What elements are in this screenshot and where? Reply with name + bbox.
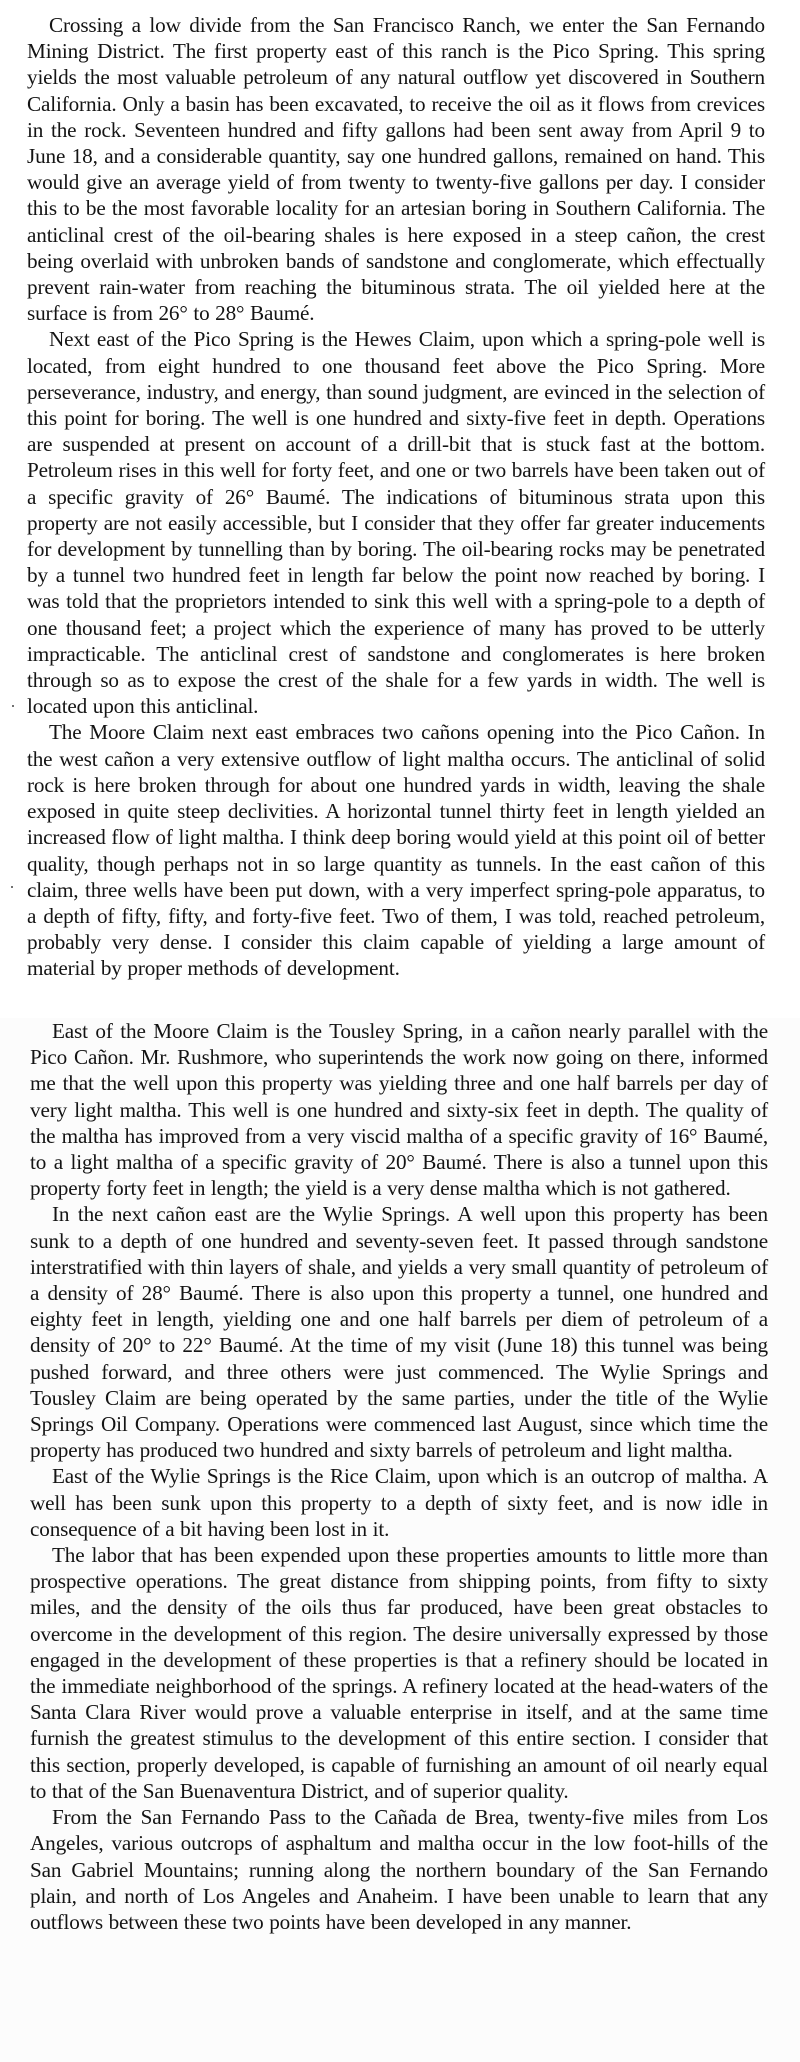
text-column xyxy=(27,12,765,982)
paragraph-tousley-spring: East of the Moore Claim is the Tousley Spring, in a cañon nearly parallel with the Pico Cañon. Mr. Rushmore, who superintends the work now going on there, informed me that the well upon this property was yielding three and one half barrels per day of very light maltha. This well is one hundred and sixty-six feet in depth. The quality of the maltha has improved from a very viscid maltha of a specific gravity of 16° Baumé, to a light maltha of a specific gravity of 20° Baumé. There is also a tunnel upon this property forty feet in length; the yield is a very dense maltha which is not gathered. xyxy=(30,1019,768,1201)
scan-speck xyxy=(12,705,14,707)
scanned-page-top xyxy=(0,12,800,982)
scan-speck xyxy=(11,886,13,888)
paragraph-labor-expended: The labor that has been expended upon these properties amounts to little more than prospective operations. The great distance from shipping points, from fifty to sixty miles, and the density of the oils thus far produced, have been great obstacles to overcome in the development of this region. The desire universally expressed by those engaged in the development of these properties is that a refinery should be located in the immediate neighborhood of the springs. A refinery located at the head-waters of the Santa Clara River would prove a valuable enterprise in itself, and at the same time furnish the greatest stimulus to the development of this entire section. I consider that this section, properly developed, is capable of furnishing an amount of oil nearly equal to that of the San Buenaventura District, and of superior quality. xyxy=(30,1543,768,1803)
paragraph-rice-claim: East of the Wylie Springs is the Rice Claim, upon which is an outcrop of maltha. A well has been sunk upon this property to a depth of sixty feet, and is now idle in consequence of a bit having been lost in it. xyxy=(30,1464,768,1541)
paragraph-moore-claim: The Moore Claim next east embraces two cañons opening into the Pico Cañon. In the west cañon a very extensive outflow of light maltha occurs. The anticlinal of solid rock is here broken through for about one hundred yards in width, leaving the shale exposed in quite steep declivities. A horizontal tunnel thirty feet in length yielded an increased flow of light maltha. I think deep boring would yield at this point oil of better quality, though perhaps not in so large quantity as tunnels. In the east cañon of this claim, three wells have been put down, with a very imperfect spring-pole apparatus, to a depth of fifty, fifty, and forty-five feet. Two of them, I was told, reached petroleum, probably very dense. I consider this claim capable of yielding a large amount of material by proper methods of development. xyxy=(27,720,765,981)
paragraph-hewes-claim: Next east of the Pico Spring is the Hewes Claim, upon which a spring-pole well is located, from eight hundred to one thousand feet above the Pico Spring. More perseverance, industry, and energy, than sound judgment, are evinced in the selection of this point for boring. The well is one hundred and sixty-five feet in depth. Operations are suspended at present on account of a drill-bit that is stuck fast at the bottom. Petroleum rises in this well for forty feet, and one or two barrels have been taken out of a specific gravity of 26° Baumé. The indications of bituminous strata upon this property are not easily accessible, but I consider that they offer far greater inducements for development by tunnelling than by boring. The oil-bearing rocks may be penetrated by a tunnel two hundred feet in length far below the point now reached by boring. I was told that the proprietors intended to sink this well with a spring-pole to a depth of one thousand feet; a project which the experience of many has proved to be utterly impracticable. The anticlinal crest of sandstone and conglomerates is here broken through so as to expose the crest of the shale for a few yards in width. The well is located upon this anticlinal. xyxy=(27,327,765,719)
scanned-page-bottom xyxy=(0,1018,800,2062)
paragraph-pico-spring: Crossing a low divide from the San Francisco Ranch, we enter the San Fernando Mining District. The first property east of this ranch is the Pico Spring. This spring yields the most valuable petroleum of any natural outflow yet discovered in Southern California. Only a basin has been excavated, to receive the oil as it flows from crevices in the rock. Seventeen hundred and fifty gallons had been sent away from April 9 to June 18, and a considerable quantity, say one hundred gallons, remained on hand. This would give an average yield of from twenty to twenty-five gallons per day. I consider this to be the most favorable locality for an artesian boring in Southern California. The anticlinal crest of the oil-bearing shales is here exposed in a steep cañon, the crest being overlaid with unbroken bands of sandstone and conglomerate, which effectually prevent rain-water from reaching the bituminous strata. The oil yielded here at the surface is from 26° to 28° Baumé. xyxy=(27,13,765,326)
text-column xyxy=(30,1018,768,1935)
paragraph-san-fernando-pass: From the San Fernando Pass to the Cañada de Brea, twenty-five miles from Los Angeles, various outcrops of asphaltum and maltha occur in the low foot-hills of the San Gabriel Mountains; running along the northern boundary of the San Fernando plain, and north of Los Angeles and Anaheim. I have been unable to learn that any outflows between these two points have been developed in any manner. xyxy=(30,1805,768,1934)
paragraph-wylie-springs: In the next cañon east are the Wylie Springs. A well upon this property has been sunk to a depth of one hundred and seventy-seven feet. It passed through sandstone interstratified with thin layers of shale, and yields a very small quantity of petroleum of a density of 28° Baumé. There is also upon this property a tunnel, one hundred and eighty feet in length, yielding one and one half barrels per diem of petroleum of a density of 20° to 22° Baumé. At the time of my visit (June 18) this tunnel was being pushed forward, and three others were just commenced. The Wylie Springs and Tousley Claim are being operated by the same parties, under the title of the Wylie Springs Oil Company. Operations were commenced last August, since which time the property has produced two hundred and sixty barrels of petroleum and light maltha. xyxy=(30,1202,768,1463)
